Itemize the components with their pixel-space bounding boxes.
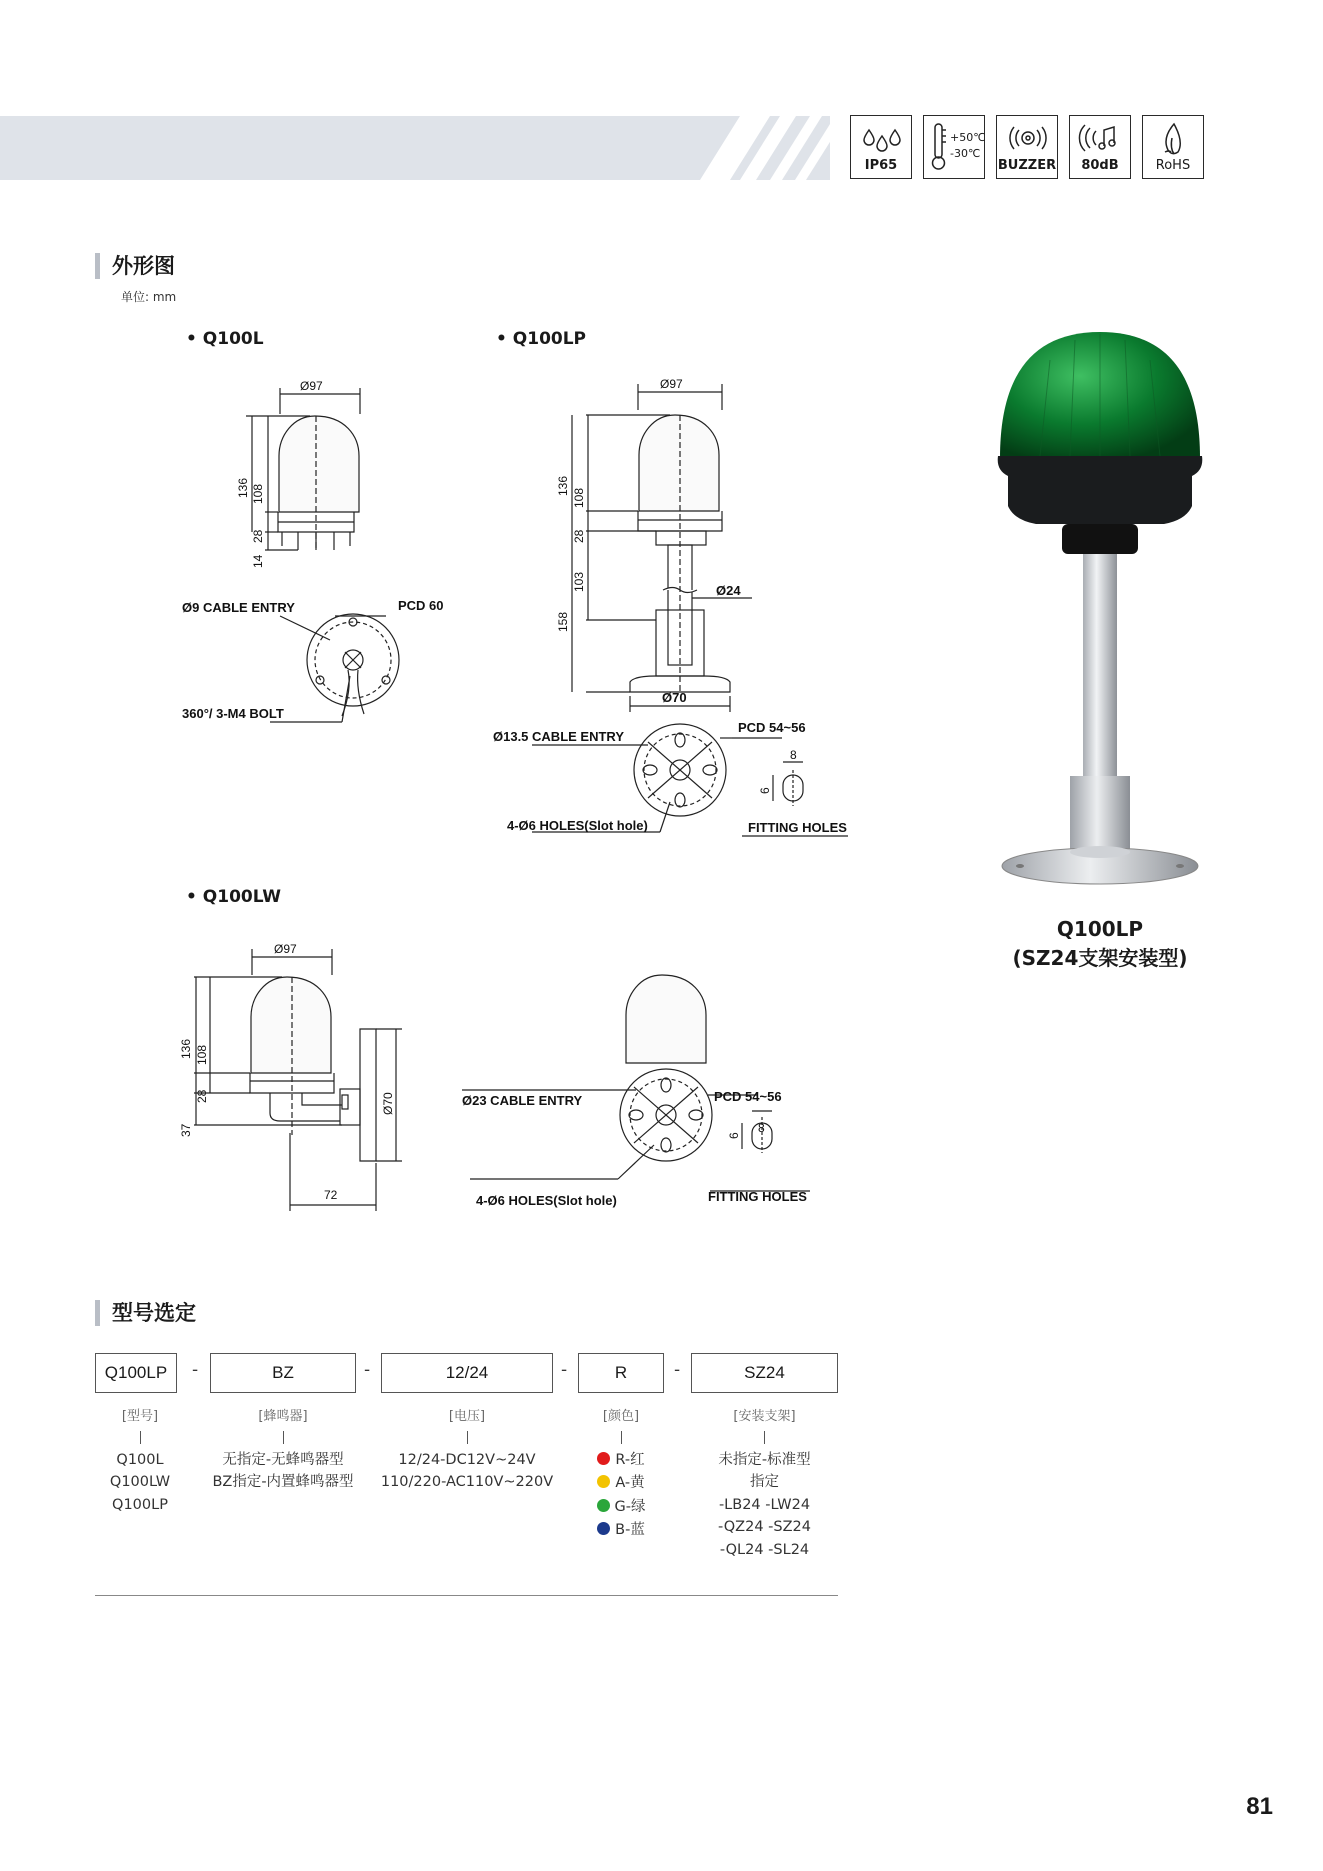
q100l-drawing xyxy=(170,380,470,730)
q100lp-drawing xyxy=(480,370,860,860)
volume-icon xyxy=(1069,115,1131,179)
product-subtitle: (SZ24支架安装型) xyxy=(1012,946,1188,970)
q100lp-dia: Ø97 xyxy=(660,377,683,391)
q100lw-dia: Ø97 xyxy=(274,942,297,956)
sel-box-buzzer: BZ xyxy=(210,1353,356,1393)
red-dot-icon xyxy=(597,1452,610,1465)
sel-line: 12/24-DC12V~24V xyxy=(398,1451,536,1468)
sel-head: [颜色] xyxy=(602,1409,640,1424)
waterproof-icon xyxy=(850,115,912,179)
q100l-h136: 136 xyxy=(236,477,250,498)
sel-line: 未指定-标准型 xyxy=(718,1451,811,1468)
sel-box-bracket: SZ24 xyxy=(691,1353,838,1393)
q100lp-h108: 108 xyxy=(572,487,586,508)
product-name: Q100LP xyxy=(1056,917,1144,941)
q100lp-base: Ø70 xyxy=(662,690,687,705)
q100l-h108: 108 xyxy=(251,483,265,504)
sel-line: -QZ24 -SZ24 xyxy=(718,1519,811,1535)
sel-line: -QL24 -SL24 xyxy=(719,1541,810,1558)
q100lp-fit-h: 6 xyxy=(758,787,772,794)
q100lw-fit: FITTING HOLES xyxy=(708,1189,807,1204)
sel-line: Q100LW xyxy=(109,1474,171,1490)
product-image xyxy=(990,270,1210,910)
q100lp-h158: 158 xyxy=(556,611,570,632)
q100lp-pole: Ø24 xyxy=(716,583,741,598)
header-stripes xyxy=(700,116,840,180)
sel-col-bracket xyxy=(691,1406,838,1561)
temp-low: -30℃ xyxy=(950,147,981,160)
amber-dot-icon xyxy=(597,1475,610,1488)
sel-dash: - xyxy=(561,1360,568,1380)
buzzer-icon xyxy=(996,115,1058,179)
q100lw-h28: 28 xyxy=(195,1089,209,1103)
sel-col-color xyxy=(578,1406,664,1543)
q100lp-h136: 136 xyxy=(556,475,570,496)
q100l-h28: 28 xyxy=(251,529,265,543)
q100l-bolt: 360°/ 3-M4 BOLT xyxy=(182,706,284,721)
blue-dot-icon xyxy=(597,1522,610,1535)
q100lp-fit-w: 8 xyxy=(790,748,797,762)
sel-box-model: Q100LP xyxy=(95,1353,177,1393)
q100lw-fit-w: 8 xyxy=(758,1121,765,1135)
q100lp-cable: Ø13.5 CABLE ENTRY xyxy=(493,729,624,744)
q100lw-h108: 108 xyxy=(195,1044,209,1065)
sel-dash: - xyxy=(674,1360,681,1380)
product-caption xyxy=(980,915,1220,973)
q100lw-d70: Ø70 xyxy=(381,1092,395,1115)
sel-line: BZ指定-内置蜂鸣器型 xyxy=(212,1474,354,1490)
sel-line: 无指定-无蜂鸣器型 xyxy=(222,1451,344,1468)
sel-col-voltage xyxy=(371,1406,563,1494)
sel-line: Q100LP xyxy=(112,1496,168,1513)
sel-line: 110/220-AC110V~220V xyxy=(380,1474,554,1490)
selection-title: 型号选定 xyxy=(95,1300,196,1326)
q100l-cable: Ø9 CABLE ENTRY xyxy=(182,600,295,615)
q100lp-fit: FITTING HOLES xyxy=(748,820,847,835)
model-q100lw: • Q100LW xyxy=(186,887,281,907)
section-divider xyxy=(95,1595,838,1596)
q100lp-holes: 4-Ø6 HOLES(Slot hole) xyxy=(507,818,648,833)
color-option-green: G-绿 xyxy=(578,1496,664,1520)
temperature-icon xyxy=(923,115,985,179)
model-q100lp: • Q100LP xyxy=(496,329,587,349)
sel-line: -LB24 -LW24 xyxy=(718,1496,811,1513)
q100lp-pcd: PCD 54~56 xyxy=(738,720,806,735)
sel-head: [安装支架] xyxy=(733,1409,796,1424)
q100lw-holes: 4-Ø6 HOLES(Slot hole) xyxy=(476,1193,617,1208)
q100lp-h103: 103 xyxy=(572,571,586,592)
q100l-dia: Ø97 xyxy=(300,380,323,393)
volume-label: 80dB xyxy=(1081,158,1119,173)
q100l-pcd: PCD 60 xyxy=(398,598,444,613)
q100lw-h136: 136 xyxy=(179,1038,193,1059)
sel-dash: - xyxy=(192,1360,199,1380)
color-option-red: R-红 xyxy=(578,1449,664,1473)
q100lw-h37: 37 xyxy=(179,1123,193,1137)
buzzer-label: BUZZER xyxy=(997,158,1057,173)
temp-high: +50℃ xyxy=(950,131,986,144)
rohs-icon xyxy=(1142,115,1204,179)
q100lw-w72: 72 xyxy=(324,1188,338,1202)
sel-line: 指定 xyxy=(750,1474,779,1490)
q100l-h14: 14 xyxy=(251,554,265,568)
q100lw-pcd: PCD 54~56 xyxy=(714,1089,782,1104)
rohs-label: RoHS xyxy=(1155,158,1191,173)
color-option-blue: B-蓝 xyxy=(578,1519,664,1543)
sel-col-model xyxy=(95,1406,185,1516)
color-option-amber: A-黄 xyxy=(578,1472,664,1496)
sel-head: [型号] xyxy=(121,1409,159,1424)
q100lw-cable: Ø23 CABLE ENTRY xyxy=(462,1093,583,1108)
sel-head: [蜂鸣器] xyxy=(258,1409,308,1424)
q100lw-fit-h: 6 xyxy=(727,1132,741,1139)
model-q100l: • Q100L xyxy=(186,329,264,349)
ip-rating-label: IP65 xyxy=(864,158,898,173)
sel-line: Q100L xyxy=(116,1451,164,1468)
sel-dash: - xyxy=(364,1360,371,1380)
sel-box-color: R xyxy=(578,1353,664,1393)
sel-col-buzzer xyxy=(200,1406,366,1494)
dimensions-title: 外形图 xyxy=(95,253,175,279)
unit-label: 单位: mm xyxy=(121,290,177,304)
sel-head: [电压] xyxy=(448,1409,486,1424)
page-number: 81 xyxy=(1246,1793,1273,1820)
q100lp-h28: 28 xyxy=(572,529,586,543)
q100lw-drawing xyxy=(170,935,850,1225)
sel-box-voltage: 12/24 xyxy=(381,1353,553,1393)
green-dot-icon xyxy=(597,1499,610,1512)
